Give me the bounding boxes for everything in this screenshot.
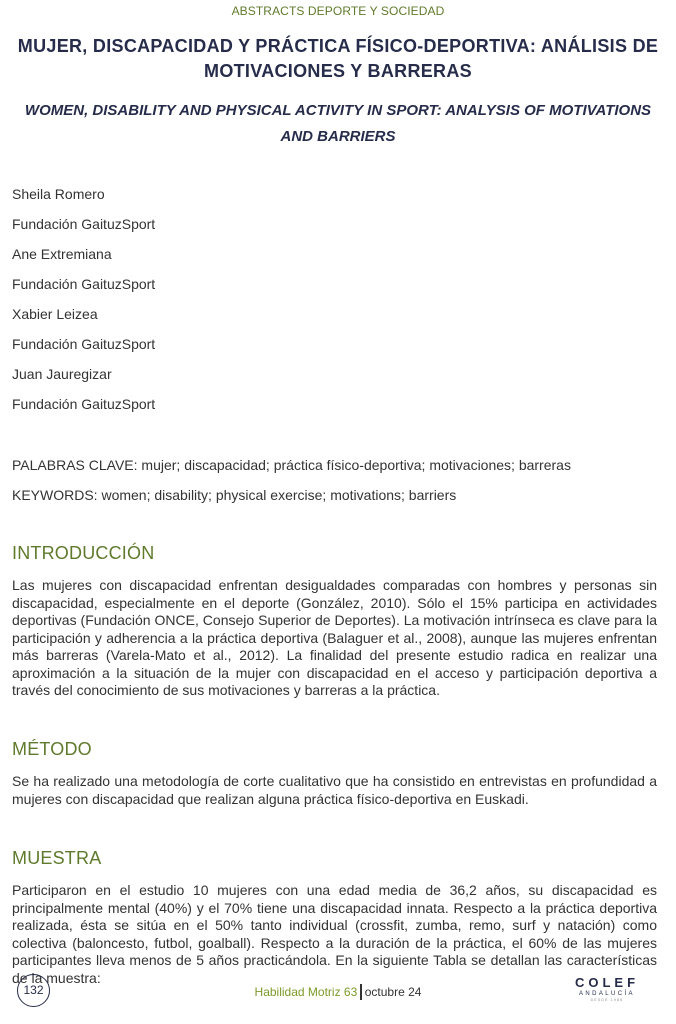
keywords-spanish: PALABRAS CLAVE: mujer; discapacidad; práctica físico-deportiva; motivaciones; barreras	[12, 457, 571, 473]
keywords-english: KEYWORDS: women; disability; physical exercise; motivations; barriers	[12, 487, 457, 503]
author-name: Sheila Romero	[12, 186, 105, 202]
section-heading-metodo: MÉTODO	[12, 739, 92, 759]
article-title-english: WOMEN, DISABILITY AND PHYSICAL ACTIVITY IN SPORT: ANALYSIS OF MOTIVATIONS AND BARRIERS	[24, 102, 652, 145]
journal-name: Habilidad Motriz 63	[254, 985, 358, 999]
author-name: Juan Jauregizar	[12, 366, 112, 382]
author-list	[12, 184, 612, 424]
section-heading-introduccion: INTRODUCCIÓN	[12, 543, 155, 563]
author-name: Ane Extremiana	[12, 246, 112, 262]
logo-wordmark: COLEF	[574, 975, 640, 990]
colef-logo	[566, 976, 648, 1003]
author-affiliation: Fundación GaituzSport	[12, 396, 156, 412]
author-name: Xabier Leizea	[12, 306, 98, 322]
page-number: 132	[17, 974, 50, 1007]
section-body-muestra: Participaron en el estudio 10 mujeres con una edad media de 36,2 años, su discapacidad es principalmente mental (40%) y el 70% tiene una discapacidad innata. Respecto a la práctica deportiva realizada, ésta se sitúa en el 50% tanto individual (crossfit, zumba, remo, surf y natación) como colectiva (baloncesto, futbol, goalball). Respecto a la duración de la práctica, el 60% de las mujeres participantes lleva menos de 5 años practicándola. En la siguiente Tabla se detallan las características de la muestra:	[12, 882, 657, 986]
running-head: ABSTRACTS DEPORTE Y SOCIEDAD	[231, 4, 445, 18]
logo-tagline: DESDE 1986	[590, 998, 624, 1002]
author-affiliation: Fundación GaituzSport	[12, 336, 156, 352]
issue-date: octubre 24	[364, 985, 422, 999]
footer-divider	[360, 984, 362, 1000]
section-heading-muestra: MUESTRA	[12, 848, 102, 868]
section-body-introduccion: Las mujeres con discapacidad enfrentan desigualdades comparadas con hombres y personas sin discapacidad, especialmente en el deporte (González, 2010). Sólo el 15% participa en actividades deportivas (Fundación ONCE, Consejo Superior de Deportes). La motivación intrínseca es clave para la participación y adherencia a la práctica deportiva (Balaguer et al., 2008), aunque las mujeres enfrentan más barreras (Varela-Mato et al., 2012). La finalidad del presente estudio radica en realizar una aproximación a la situación de la mujer con discapacidad en el acceso y participación deportiva a través del conocimiento de sus motivaciones y barreras a la práctica.	[12, 577, 657, 698]
author-affiliation: Fundación GaituzSport	[12, 276, 156, 292]
section-body-metodo: Se ha realizado una metodología de corte cualitativo que ha consistido en entrevistas en profundidad a mujeres con discapacidad que realizan alguna práctica físico-deportiva en Euskadi.	[12, 773, 657, 807]
author-affiliation: Fundación GaituzSport	[12, 216, 156, 232]
article-title-spanish: MUJER, DISCAPACIDAD Y PRÁCTICA FÍSICO-DEPORTIVA: ANÁLISIS DE MOTIVACIONES Y BARRERAS	[17, 36, 659, 81]
logo-region: ANDALUCÍA	[579, 991, 635, 997]
